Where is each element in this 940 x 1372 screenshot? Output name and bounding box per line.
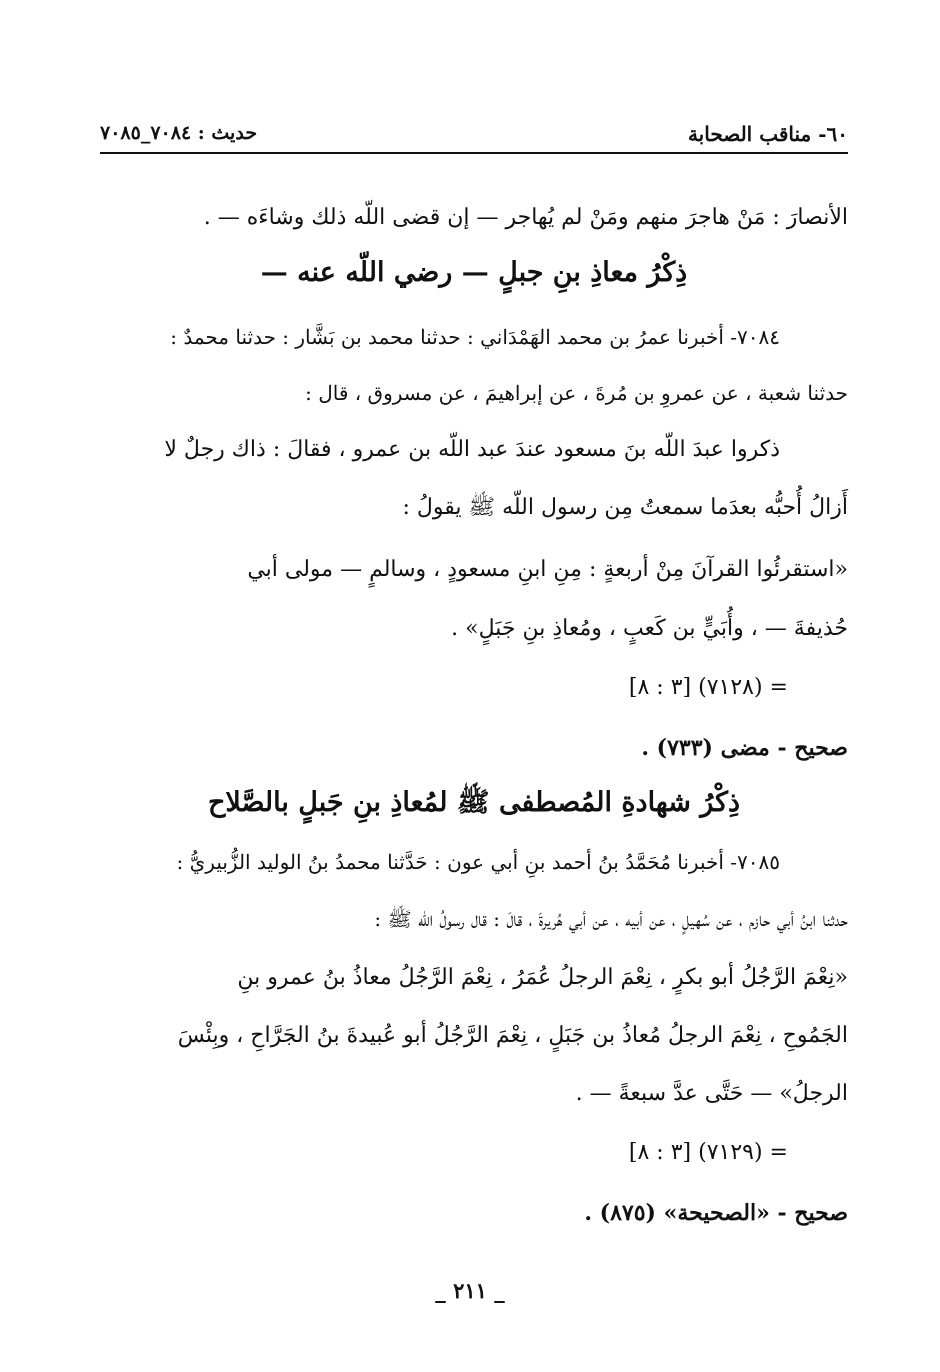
page-number: _ ٢١١ _ — [435, 1278, 505, 1303]
header-rule — [100, 152, 848, 154]
text-line: «استقرئُوا القرآنَ مِنْ أربعةٍ : مِنِ ابنِ مسعودٍ ، وسالمٍ — مولى أبي — [247, 557, 848, 582]
text-line: حدثنا شعبة ، عن عمروِ بن مُرةَ ، عن إبراهيمَ ، عن مسروق ، قال : — [305, 381, 848, 405]
running-header-hadith-range: حديث : ٧٠٨٤_٧٠٨٥ — [100, 122, 258, 144]
text-line: حُذيفةَ — ، وأُبَيٍّ بن كَعبٍ ، ومُعاذِ بنِ جَبَلٍ» . — [451, 616, 848, 641]
section-heading: ذِكْرُ شهادةِ المُصطفى ﷺ لمُعاذِ بنِ جَبلٍ بالصَّلاح — [207, 787, 741, 818]
text-line: ذكروا عبدَ اللّه بنَ مسعود عندَ عبد اللّه بن عمرو ، فقالَ : ذاك رجلٌ لا — [164, 437, 780, 462]
reference-line: = (٧١٢٨) [٣ : ٨] — [628, 675, 788, 700]
grading-line: صحيح - مضى (٧٣٣) . — [641, 735, 848, 761]
text-line: أَزالُ أُحبُّه بعدَما سمعتُ مِن رسول اللّه ﷺ يقولُ : — [402, 495, 848, 520]
reference-line: = (٧١٢٩) [٣ : ٨] — [628, 1140, 788, 1165]
text-line: ٧٠٨٥- أخبرنا مُحَمَّدُ بنُ أحمد بنِ أبي عون : حَدَّثنا محمدُ بنُ الوليد الزُّبيريُّ : — [176, 850, 780, 874]
text-line: الجَمُوحِ ، نِعْمَ الرجلُ مُعاذُ بن جَبَلٍ ، نِعْمَ الرَّجُلُ أبو عُبيدةَ بنُ الجَرَّاحِ ، وبِئْسَ — [177, 1023, 848, 1048]
text-line: الرجلُ» — حَتَّى عدَّ سبعةً — . — [575, 1081, 848, 1106]
text-line: ٧٠٨٤- أخبرنا عمرُ بن محمد الهَمْدَاني : حدثنا محمد بن بَشَّار : حدثنا محمدٌ : — [170, 325, 780, 349]
text-line: الأنصارَ : مَنْ هاجرَ منهم ومَنْ لم يُهاجر — إن قضى اللّه ذلك وشاءَه — . — [203, 205, 848, 230]
text-line: «نِعْمَ الرَّجُلُ أبو بكرٍ ، نِعْمَ الرجلُ عُمَرُ ، نِعْمَ الرَّجُلُ معاذُ بنُ عمرو بنِ — [237, 965, 848, 990]
running-header-book-title: ٦٠- مناقب الصحابة — [687, 122, 848, 146]
grading-line: صحيح - «الصحيحة» (٨٧٥) . — [584, 1200, 848, 1226]
text-line: حدثنا ابنُ أبي حازم ، عن سُهيلٍ ، عن أبيه ، عن أبي هُريرةَ ، قالَ : قال رسولُ اللّه ﷺ : — [374, 907, 848, 931]
section-heading: ذِكْرُ معاذِ بنِ جبلٍ — رضي اللّه عنه — — [260, 257, 688, 288]
